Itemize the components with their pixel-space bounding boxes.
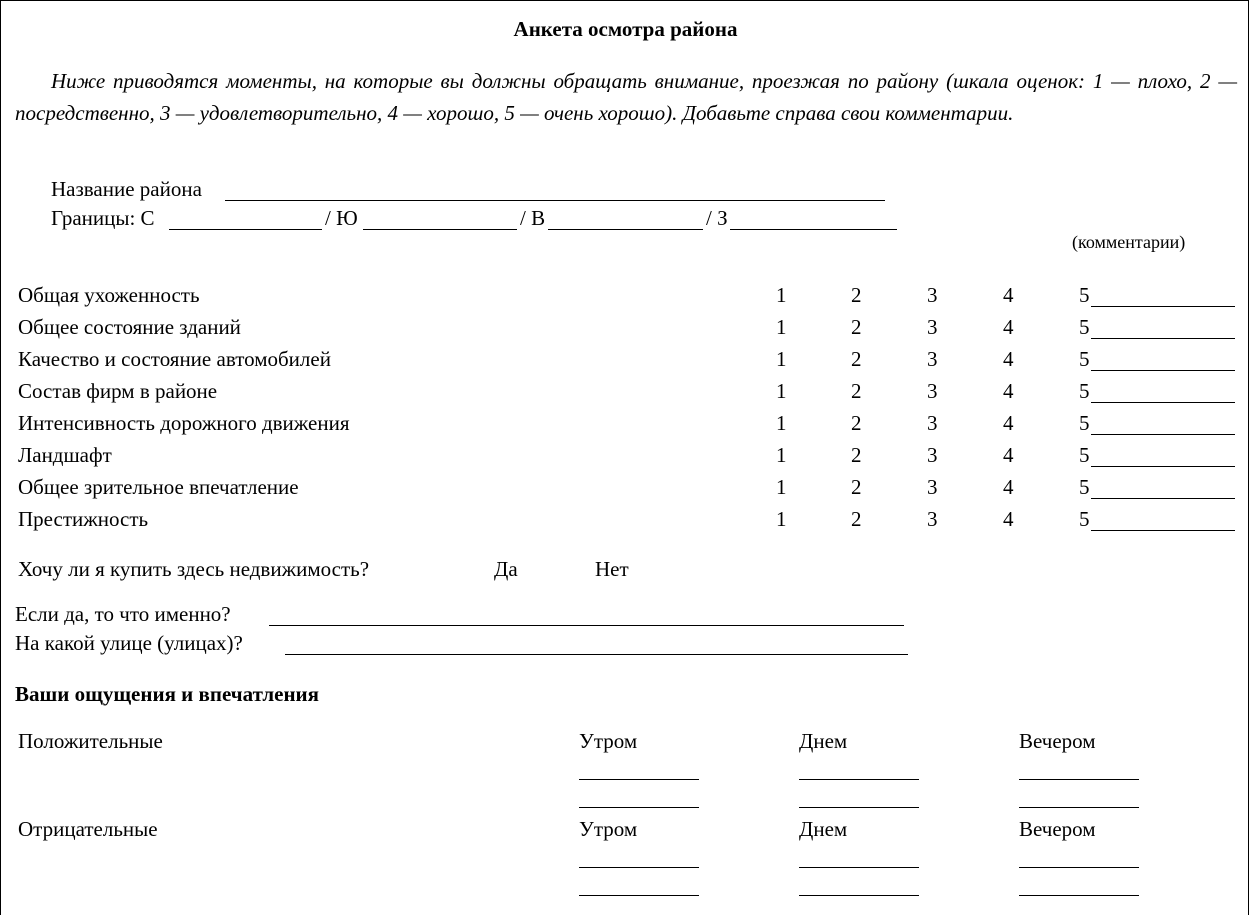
rating-option-5[interactable]: 5 xyxy=(1079,379,1090,403)
rating-option-1[interactable]: 1 xyxy=(776,411,787,435)
rating-option-5[interactable]: 5 xyxy=(1079,347,1090,371)
rating-option-5[interactable]: 5 xyxy=(1079,411,1090,435)
rating-option-1[interactable]: 1 xyxy=(776,443,787,467)
criterion-label: Интенсивность дорожного движения xyxy=(18,411,350,435)
rating-option-2[interactable]: 2 xyxy=(851,411,862,435)
positive-morning-label: Утром xyxy=(579,729,638,753)
rating-option-3[interactable]: 3 xyxy=(927,347,938,371)
rating-option-3[interactable]: 3 xyxy=(927,315,938,339)
district-name-label: Название района xyxy=(51,177,202,201)
intro-paragraph: Ниже приводятся моменты, на которые вы должны обращать внимание, проезжая по району (шкала оценок: 1 — плохо, 2 — посредственно, 3 — удовлетворительно, 4 — хорошо, 5 — очень хорошо). Добавьте справа свои комментарии. xyxy=(15,69,1237,125)
border-south-field[interactable] xyxy=(363,229,517,230)
negative-evening-field-2[interactable] xyxy=(1019,895,1139,896)
negative-morning-label: Утром xyxy=(579,817,638,841)
rating-option-4[interactable]: 4 xyxy=(1003,347,1014,371)
impressions-title: Ваши ощущения и впечатления xyxy=(15,682,320,706)
comment-field[interactable] xyxy=(1091,306,1235,307)
positive-morning-field-1[interactable] xyxy=(579,779,699,780)
buy-question: Хочу ли я купить здесь недвижимость? xyxy=(18,557,370,581)
comments-header: (комментарии) xyxy=(1072,232,1186,252)
comment-field[interactable] xyxy=(1091,498,1235,499)
border-west-label: / В xyxy=(520,206,546,230)
criterion-label: Престижность xyxy=(18,507,149,531)
rating-option-3[interactable]: 3 xyxy=(927,507,938,531)
if-yes-label: Если да, то что именно? xyxy=(15,602,231,626)
rating-option-4[interactable]: 4 xyxy=(1003,411,1014,435)
negative-morning-field-1[interactable] xyxy=(579,867,699,868)
rating-option-3[interactable]: 3 xyxy=(927,283,938,307)
rating-option-2[interactable]: 2 xyxy=(851,283,862,307)
answer-yes[interactable]: Да xyxy=(494,557,518,581)
comment-field[interactable] xyxy=(1091,338,1235,339)
rating-option-3[interactable]: 3 xyxy=(927,443,938,467)
negative-day-field-2[interactable] xyxy=(799,895,919,896)
borders-label: Границы: С xyxy=(51,206,155,230)
rating-option-2[interactable]: 2 xyxy=(851,475,862,499)
criterion-label: Общая ухоженность xyxy=(18,283,200,307)
document-title: Анкета осмотра района xyxy=(513,17,738,41)
positive-evening-field-1[interactable] xyxy=(1019,779,1139,780)
comment-field[interactable] xyxy=(1091,402,1235,403)
rating-option-1[interactable]: 1 xyxy=(776,475,787,499)
rating-option-2[interactable]: 2 xyxy=(851,443,862,467)
rating-option-3[interactable]: 3 xyxy=(927,411,938,435)
comment-field[interactable] xyxy=(1091,530,1235,531)
rating-option-4[interactable]: 4 xyxy=(1003,315,1014,339)
rating-option-4[interactable]: 4 xyxy=(1003,475,1014,499)
negative-day-field-1[interactable] xyxy=(799,867,919,868)
rating-option-4[interactable]: 4 xyxy=(1003,283,1014,307)
criterion-label: Качество и состояние автомобилей xyxy=(18,347,331,371)
positive-evening-field-2[interactable] xyxy=(1019,807,1139,808)
border-north-field[interactable] xyxy=(169,229,322,230)
negative-evening-label: Вечером xyxy=(1019,817,1096,841)
border-east-field[interactable] xyxy=(730,229,897,230)
rating-option-3[interactable]: 3 xyxy=(927,475,938,499)
positive-day-field-1[interactable] xyxy=(799,779,919,780)
positive-morning-field-2[interactable] xyxy=(579,807,699,808)
rating-option-5[interactable]: 5 xyxy=(1079,283,1090,307)
rating-option-4[interactable]: 4 xyxy=(1003,379,1014,403)
negative-evening-field-1[interactable] xyxy=(1019,867,1139,868)
answer-no[interactable]: Нет xyxy=(595,557,629,581)
negative-label: Отрицательные xyxy=(18,817,158,841)
rating-option-2[interactable]: 2 xyxy=(851,347,862,371)
rating-option-5[interactable]: 5 xyxy=(1079,443,1090,467)
rating-option-1[interactable]: 1 xyxy=(776,347,787,371)
which-street-field[interactable] xyxy=(285,654,908,655)
rating-option-4[interactable]: 4 xyxy=(1003,507,1014,531)
positive-label: Положительные xyxy=(18,729,163,753)
which-street-label: На какой улице (улицах)? xyxy=(15,631,243,655)
positive-day-field-2[interactable] xyxy=(799,807,919,808)
rating-option-5[interactable]: 5 xyxy=(1079,315,1090,339)
comment-field[interactable] xyxy=(1091,466,1235,467)
border-west-field[interactable] xyxy=(548,229,703,230)
rating-option-1[interactable]: 1 xyxy=(776,507,787,531)
positive-day-label: Днем xyxy=(799,729,848,753)
rating-option-2[interactable]: 2 xyxy=(851,507,862,531)
border-east-label: / З xyxy=(706,206,728,230)
criterion-label: Ландшафт xyxy=(18,443,112,467)
criterion-label: Общее состояние зданий xyxy=(18,315,241,339)
criterion-label: Состав фирм в районе xyxy=(18,379,218,403)
rating-option-3[interactable]: 3 xyxy=(927,379,938,403)
comment-field[interactable] xyxy=(1091,370,1235,371)
rating-option-1[interactable]: 1 xyxy=(776,283,787,307)
rating-option-5[interactable]: 5 xyxy=(1079,475,1090,499)
rating-option-4[interactable]: 4 xyxy=(1003,443,1014,467)
if-yes-field[interactable] xyxy=(269,625,904,626)
rating-option-1[interactable]: 1 xyxy=(776,379,787,403)
rating-option-2[interactable]: 2 xyxy=(851,379,862,403)
negative-day-label: Днем xyxy=(799,817,848,841)
negative-morning-field-2[interactable] xyxy=(579,895,699,896)
criterion-label: Общее зрительное впечатление xyxy=(18,475,299,499)
rating-option-2[interactable]: 2 xyxy=(851,315,862,339)
positive-evening-label: Вечером xyxy=(1019,729,1096,753)
district-name-field[interactable] xyxy=(225,200,885,201)
border-south-label: / Ю xyxy=(325,206,358,230)
rating-option-5[interactable]: 5 xyxy=(1079,507,1090,531)
comment-field[interactable] xyxy=(1091,434,1235,435)
rating-option-1[interactable]: 1 xyxy=(776,315,787,339)
